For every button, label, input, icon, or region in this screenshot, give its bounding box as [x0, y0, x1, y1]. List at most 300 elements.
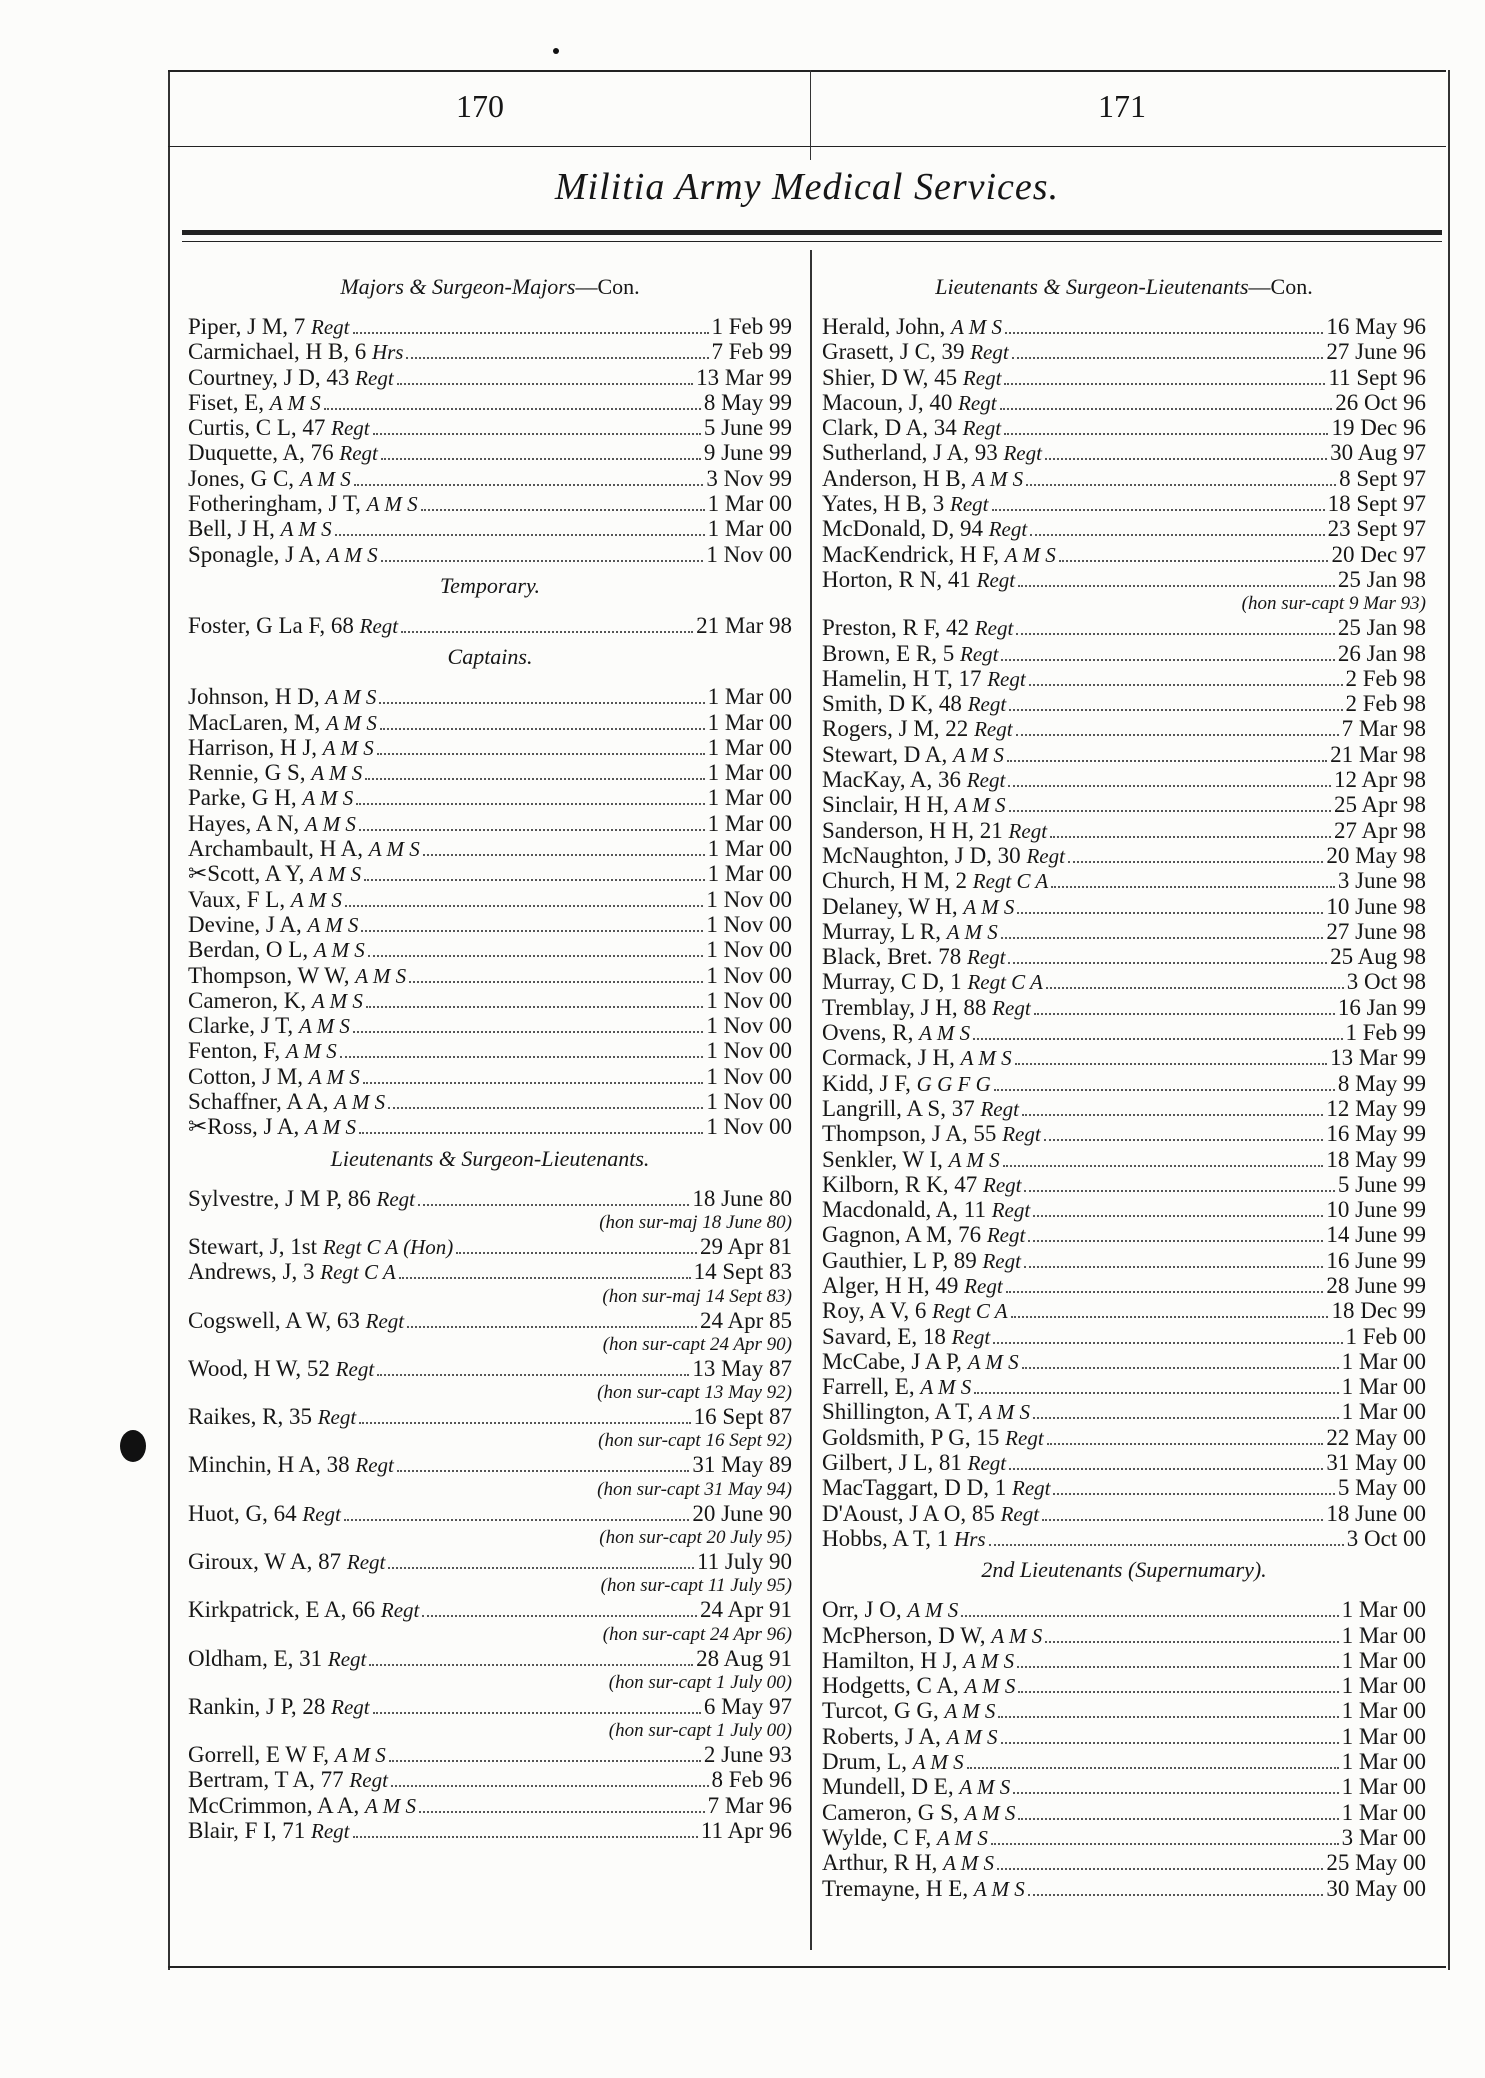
- entry-unit: Regt: [983, 1172, 1022, 1197]
- entry-name: [822, 767, 1005, 793]
- section-heading-text: Lieutenants & Surgeon-Lieutenants: [935, 274, 1249, 299]
- entry-name: [188, 1404, 356, 1430]
- entry-unit: A M S: [310, 862, 362, 887]
- entry-name-text: ✂Ross, J A,: [188, 1114, 306, 1140]
- roster-entry: [822, 995, 1426, 1020]
- roster-entry: [822, 1197, 1426, 1222]
- entry-name: [822, 314, 1002, 340]
- entry-name: [188, 1501, 341, 1527]
- entry-name-text: Tremayne, H E,: [822, 1875, 974, 1901]
- entry-name-text: Church, H M, 2: [822, 868, 973, 894]
- dot-leader: [397, 1455, 689, 1472]
- entry-unit: Regt: [958, 390, 997, 415]
- entry-name: [822, 1222, 1025, 1248]
- entry-unit: Regt: [974, 717, 1013, 742]
- entry-unit: A M S: [960, 1046, 1012, 1071]
- entry-unit: Regt C A: [967, 970, 1043, 995]
- entry-unit: A M S: [959, 1775, 1011, 1800]
- entry-unit: A M S: [972, 466, 1024, 491]
- entry-name-text: Bertram, T A, 77: [188, 1767, 350, 1793]
- dot-leader: [1045, 1626, 1338, 1643]
- entry-name-text: Curtis, C L, 47: [188, 415, 332, 441]
- entry-unit: A M S: [366, 492, 418, 517]
- entry-name-text: Thompson, J A, 55: [822, 1121, 1003, 1147]
- entry-name-text: Giroux, W A, 87: [188, 1548, 347, 1574]
- entry-name-text: Hamilton, H J,: [822, 1647, 964, 1673]
- entry-date: 12 May 99: [1326, 1095, 1426, 1121]
- dot-leader: [1030, 519, 1324, 536]
- entry-name-text: Courtney, J D, 43: [188, 364, 356, 390]
- entry-name: [188, 1742, 386, 1768]
- entry-name-text: Bell, J H,: [188, 516, 281, 542]
- section-heading-text: Majors & Surgeon-Majors: [340, 274, 576, 299]
- roster-entry: [822, 1298, 1426, 1323]
- entry-unit: Regt: [976, 567, 1016, 592]
- dot-leader: [401, 616, 693, 633]
- dot-leader: [1018, 1803, 1338, 1820]
- entry-unit: A M S: [1004, 542, 1056, 567]
- section-heading: [822, 274, 1426, 300]
- roster-entry: [822, 1774, 1426, 1799]
- entry-unit: Regt: [966, 768, 1006, 793]
- entry-unit: A M S: [963, 1648, 1015, 1673]
- dot-leader: [1009, 795, 1331, 812]
- entry-unit: A M S: [325, 710, 377, 735]
- entry-name-text: Delaney, W H,: [822, 893, 964, 919]
- entry-name: [188, 912, 358, 938]
- section-heading: [188, 1146, 792, 1172]
- entry-unit: Regt: [1000, 1501, 1040, 1526]
- dot-leader: [418, 1189, 689, 1206]
- entry-name: [188, 1646, 366, 1672]
- entry-unit: A M S: [269, 390, 321, 415]
- title-rule-thin: [182, 241, 1442, 242]
- entry-name-text: Roberts, J A,: [822, 1723, 947, 1749]
- section-heading-text: Captains.: [447, 644, 533, 670]
- ink-blot: [120, 1430, 146, 1462]
- entry-unit: A M S: [299, 466, 351, 491]
- entry-date: 25 Jan 98: [1337, 566, 1426, 592]
- roster-entry: [822, 1724, 1426, 1749]
- entry-note: (hon sur-capt 13 May 92): [597, 1382, 792, 1404]
- dot-leader: [967, 1752, 1339, 1769]
- entry-name: [188, 314, 350, 340]
- entry-unit: Regt: [331, 416, 370, 441]
- dot-leader: [1013, 1777, 1338, 1794]
- entry-date: 1 Mar 00: [1341, 1597, 1426, 1623]
- entry-name: [822, 919, 998, 945]
- entry-date: 26 Oct 96: [1335, 389, 1426, 415]
- entry-unit: Regt: [346, 1549, 386, 1574]
- dot-leader: [364, 864, 705, 881]
- dot-leader: [359, 1117, 703, 1134]
- roster-entry: [188, 887, 792, 912]
- entry-name: [822, 516, 1027, 542]
- entry-name-text: Wood, H W, 52: [188, 1355, 336, 1381]
- entry-name-text: Fenton, F,: [188, 1038, 286, 1064]
- roster-entry: [822, 1597, 1426, 1622]
- roster-entry: [822, 1501, 1426, 1526]
- roster-entry: [822, 894, 1426, 919]
- entry-date: 1 Mar 00: [1341, 1399, 1426, 1425]
- roster-entry: [822, 1172, 1426, 1197]
- entry-unit: A M S: [936, 1825, 988, 1850]
- entry-name-text: Kilborn, R K, 47: [822, 1171, 983, 1197]
- entry-unit: A M S: [954, 793, 1006, 818]
- entry-name-text: Brown, E R, 5: [822, 640, 960, 666]
- entry-name: [822, 1774, 1010, 1800]
- dot-leader: [1004, 368, 1325, 385]
- entry-date: 29 Apr 81: [700, 1233, 792, 1259]
- dot-leader: [974, 1377, 1338, 1394]
- entry-name: [822, 1121, 1041, 1147]
- entry-name-text: Arthur, R H,: [822, 1850, 944, 1876]
- dot-leader: [998, 1701, 1338, 1718]
- dot-leader: [359, 1407, 690, 1424]
- entry-name: [822, 1298, 1008, 1324]
- entry-unit: Regt: [967, 1451, 1007, 1476]
- entry-date: 3 Nov 99: [706, 465, 792, 491]
- dot-leader: [1017, 1651, 1339, 1668]
- roster-entry: [822, 1850, 1426, 1875]
- entry-date: 8 Sept 97: [1339, 465, 1426, 491]
- entry-unit: A M S: [948, 1147, 1000, 1172]
- entry-name: [822, 1800, 1015, 1826]
- dot-leader: [353, 1821, 698, 1838]
- dot-leader: [1044, 1124, 1324, 1141]
- entry-date: 30 Aug 97: [1330, 440, 1426, 466]
- entry-name: [188, 1234, 453, 1260]
- roster-entry: [822, 1045, 1426, 1070]
- roster-entry: [188, 785, 792, 810]
- roster-entry: [188, 390, 792, 415]
- entry-date: 1 Mar 00: [707, 491, 792, 517]
- entry-name: [822, 615, 1013, 641]
- entry-date: 1 Mar 00: [707, 709, 792, 735]
- entry-name-text: Clark, D A, 34: [822, 415, 963, 441]
- roster-entry: [822, 365, 1426, 390]
- roster-entry: [822, 742, 1426, 767]
- dot-leader: [1050, 821, 1331, 838]
- dot-leader: [1024, 1251, 1323, 1268]
- entry-date: 1 Mar 00: [1341, 1799, 1426, 1825]
- entry-date: 11 July 90: [697, 1548, 792, 1574]
- roster-entry: [188, 491, 792, 516]
- entry-date: 1 Nov 00: [706, 1063, 792, 1089]
- entry-unit: A M S: [304, 811, 356, 836]
- dot-leader: [1047, 1428, 1324, 1445]
- entry-name: [822, 1749, 964, 1775]
- header-divider: [810, 70, 811, 160]
- entry-name: [822, 1349, 1019, 1375]
- entry-name-text: Gagnon, A M, 76: [822, 1222, 987, 1248]
- dot-leader: [992, 494, 1325, 511]
- entry-date: 27 June 98: [1326, 918, 1426, 944]
- entry-name: [188, 415, 370, 441]
- entry-unit: Regt: [339, 441, 378, 466]
- entry-date: 1 Mar 00: [1341, 1723, 1426, 1749]
- entry-name: [188, 390, 321, 416]
- entry-name-text: Yates, H B, 3: [822, 491, 951, 517]
- entry-name: [188, 1818, 350, 1844]
- entry-unit: Regt C A: [320, 1260, 396, 1285]
- entry-unit: A M S: [334, 1743, 386, 1768]
- entry-name: [188, 1013, 350, 1039]
- dot-leader: [1026, 469, 1336, 486]
- entry-unit: Regt: [960, 641, 999, 666]
- entry-name-text: Sinclair, H H,: [822, 792, 955, 818]
- roster-entry: [188, 1597, 792, 1622]
- roster-entry: [188, 684, 792, 709]
- dot-leader: [1018, 570, 1335, 587]
- entry-unit: Regt: [1002, 1122, 1041, 1147]
- entry-unit: A M S: [285, 1039, 337, 1064]
- dot-leader: [389, 1745, 701, 1762]
- entry-name: [822, 1648, 1014, 1674]
- entry-name-text: Murray, L R,: [822, 918, 947, 944]
- entry-name-text: Goldsmith, P G, 15: [822, 1424, 1006, 1450]
- entry-name-text: Clarke, J T,: [188, 1013, 299, 1039]
- entry-name: [822, 995, 1031, 1021]
- entry-name-text: Rennie, G S,: [188, 760, 312, 786]
- entry-date: 9 June 99: [703, 440, 792, 466]
- roster-entry: [822, 491, 1426, 516]
- entry-name: [188, 613, 398, 639]
- entry-unit: Regt: [359, 613, 399, 638]
- entry-name-text: Carmichael, H B, 6: [188, 339, 372, 365]
- entry-name: [188, 1793, 416, 1819]
- roster-entry: [188, 1234, 792, 1259]
- entry-name: [822, 1425, 1044, 1451]
- entry-name-text: Shillington, A T,: [822, 1399, 979, 1425]
- roster-entry: [188, 861, 792, 886]
- dot-leader: [1011, 1301, 1329, 1318]
- entry-date: 2 Feb 98: [1345, 665, 1426, 691]
- entry-name: [188, 887, 342, 913]
- entry-name: [188, 1114, 356, 1140]
- entry-date: 7 Mar 96: [707, 1792, 792, 1818]
- entry-name-text: ✂Scott, A Y,: [188, 861, 311, 887]
- entry-date: 14 Sept 83: [693, 1259, 792, 1285]
- entry-unit: Regt: [967, 945, 1006, 970]
- entry-date: 1 Feb 99: [1345, 1020, 1426, 1046]
- roster-entry: [822, 1121, 1426, 1146]
- roster-entry: [188, 963, 792, 988]
- section-heading: [188, 573, 792, 599]
- entry-date: 27 Apr 98: [1334, 817, 1426, 843]
- entry-name: [822, 542, 1056, 568]
- entry-name-text: Cameron, K,: [188, 987, 312, 1013]
- entry-name: [822, 415, 1001, 441]
- roster-entry: [188, 542, 792, 567]
- entry-name-text: Smith, D K, 48: [822, 691, 968, 717]
- entry-note: (hon sur-capt 1 July 00): [608, 1720, 792, 1742]
- entry-name: [822, 1324, 990, 1350]
- entry-date: 1 Mar 00: [707, 836, 792, 862]
- roster-entry: [822, 1648, 1426, 1673]
- section-heading: [188, 274, 792, 300]
- dot-leader: [368, 940, 704, 957]
- dot-leader: [409, 966, 703, 983]
- entry-date: 13 May 87: [692, 1355, 792, 1381]
- entry-unit: A M S: [964, 1800, 1016, 1825]
- dot-leader: [1028, 1225, 1323, 1242]
- entry-unit: G G F G: [916, 1071, 991, 1096]
- dot-leader: [1008, 770, 1331, 787]
- entry-date: 14 June 99: [1326, 1222, 1426, 1248]
- entry-date: 1 Mar 00: [707, 760, 792, 786]
- entry-name: [188, 1767, 388, 1793]
- dot-leader: [421, 494, 705, 511]
- entry-date: 25 Jan 98: [1337, 615, 1426, 641]
- entry-date: 30 May 00: [1326, 1875, 1426, 1901]
- roster-entry: [822, 868, 1426, 893]
- entry-name-text: Stewart, D A,: [822, 741, 953, 767]
- entry-name-text: Cotton, J M,: [188, 1063, 309, 1089]
- entry-note: (hon sur-capt 11 July 95): [600, 1575, 792, 1597]
- dot-leader: [399, 1262, 691, 1279]
- entry-name-text: Sylvestre, J M P, 86: [188, 1185, 377, 1211]
- roster-entry: [822, 716, 1426, 741]
- entry-name-text: Rogers, J M, 22: [822, 716, 975, 742]
- roster-entry: [188, 1089, 792, 1114]
- entry-date: 28 Aug 91: [696, 1645, 792, 1671]
- entry-name: [822, 1374, 971, 1400]
- roster-entry: [822, 1020, 1426, 1045]
- entry-name-text: Parke, G H,: [188, 785, 303, 811]
- roster-entry: [822, 1698, 1426, 1723]
- entry-name: [188, 861, 361, 887]
- entry-unit: A M S: [946, 1724, 998, 1749]
- entry-unit: Regt: [980, 1096, 1019, 1121]
- entry-name-text: Drum, L,: [822, 1749, 913, 1775]
- roster-entry: [822, 944, 1426, 969]
- entry-note: (hon sur-maj 18 June 80): [599, 1211, 792, 1233]
- roster-entry: [188, 1767, 792, 1792]
- entry-name-text: Berdan, O L,: [188, 937, 314, 963]
- dot-leader: [344, 1504, 689, 1521]
- entry-date: 1 Mar 00: [707, 785, 792, 811]
- section-heading-text: 2nd Lieutenants (Supernumary).: [981, 1557, 1267, 1583]
- left-column: [188, 268, 792, 1843]
- dot-leader: [1003, 1150, 1324, 1167]
- roster-entry: [822, 1374, 1426, 1399]
- entry-date: 16 May 96: [1326, 314, 1426, 339]
- page-title: Militia Army Medical Services.: [554, 166, 1060, 208]
- entry-name-text: Cameron, G S,: [822, 1799, 965, 1825]
- entry-name: [822, 716, 1013, 742]
- dot-leader: [1006, 1276, 1324, 1293]
- entry-date: 21 Mar 98: [1330, 741, 1426, 767]
- roster-entry: [822, 1450, 1426, 1475]
- dot-leader: [353, 1016, 703, 1033]
- entry-unit: A M S: [280, 517, 332, 542]
- dot-leader: [1053, 1478, 1334, 1495]
- entry-name-text: McCabe, J A P,: [822, 1348, 968, 1374]
- entry-unit: Regt: [974, 616, 1014, 641]
- entry-unit: A M S: [964, 1674, 1016, 1699]
- entry-name-text: Stewart, J, 1st: [188, 1233, 323, 1259]
- roster-entry: [188, 1818, 792, 1843]
- roster-entry: [188, 1064, 792, 1089]
- roster-entry: [822, 1425, 1426, 1450]
- entry-unit: Regt: [311, 1819, 350, 1844]
- entry-name: [822, 969, 1043, 995]
- entry-name: [188, 811, 356, 837]
- ink-speck: [553, 48, 559, 54]
- entry-unit: A M S: [355, 963, 407, 988]
- entry-name-text: Alger, H H, 49: [822, 1272, 965, 1298]
- dot-leader: [1028, 1879, 1324, 1896]
- entry-name: [188, 684, 376, 710]
- entry-date: 1 Nov 00: [706, 911, 792, 937]
- entry-date: 8 May 99: [1337, 1070, 1426, 1096]
- entry-date: 16 June 99: [1326, 1247, 1426, 1273]
- entry-date: 3 Oct 98: [1346, 969, 1426, 995]
- entry-name: [188, 440, 378, 466]
- entry-name-text: Gilbert, J L, 81: [822, 1450, 968, 1476]
- entry-date: 24 Apr 85: [700, 1307, 792, 1333]
- entry-name: [188, 1259, 396, 1285]
- entry-name-text: Duquette, A, 76: [188, 440, 340, 466]
- entry-name: [822, 691, 1006, 717]
- entry-unit: A M S: [298, 1014, 350, 1039]
- roster-entry: [822, 767, 1426, 792]
- entry-unit: Hrs: [954, 1526, 986, 1551]
- entry-name: [822, 1526, 986, 1552]
- dot-leader: [1042, 1504, 1323, 1521]
- entry-unit: A M S: [302, 786, 354, 811]
- title-rule-thick: [182, 230, 1442, 235]
- entry-name-text: Murray, C D, 1: [822, 969, 968, 995]
- entry-note: (hon sur-capt 24 Apr 96): [602, 1623, 792, 1645]
- entry-name: [188, 542, 378, 568]
- entry-unit: Regt: [317, 1405, 357, 1430]
- entry-unit: Regt: [962, 365, 1002, 390]
- roster-entry: [188, 466, 792, 491]
- entry-unit: A M S: [325, 685, 377, 710]
- entry-unit: Regt: [988, 517, 1028, 542]
- entry-unit: Regt: [376, 1186, 415, 1211]
- dot-leader: [391, 1770, 709, 1787]
- entry-date: 2 June 93: [703, 1742, 792, 1768]
- entry-date: 3 Oct 00: [1346, 1525, 1426, 1551]
- roster-entry: [822, 1096, 1426, 1121]
- roster-entry: [188, 1259, 792, 1284]
- entry-name: [188, 1064, 360, 1090]
- entry-name-text: Huot, G, 64: [188, 1500, 303, 1526]
- entry-unit: Regt C A (Hon): [322, 1234, 454, 1259]
- entry-name-text: Gauthier, L P, 89: [822, 1247, 983, 1273]
- dot-leader: [359, 814, 705, 831]
- entry-name-text: Gorrell, E W F,: [188, 1742, 335, 1768]
- dot-leader: [1000, 393, 1333, 410]
- entry-name-text: Harrison, H J,: [188, 734, 323, 760]
- entry-date: 28 June 99: [1326, 1272, 1426, 1298]
- dot-leader: [1033, 1402, 1339, 1419]
- roster-entry: [822, 466, 1426, 491]
- dot-leader: [1022, 1352, 1339, 1369]
- entry-unit: A M S: [944, 1699, 996, 1724]
- dot-leader: [361, 915, 703, 932]
- roster-entry: [822, 792, 1426, 817]
- dot-leader: [353, 317, 709, 334]
- entry-name: [822, 894, 1014, 920]
- roster-entry: [822, 1273, 1426, 1298]
- roster-entry: [188, 440, 792, 465]
- dot-leader: [354, 469, 704, 486]
- roster-entry: [822, 567, 1426, 592]
